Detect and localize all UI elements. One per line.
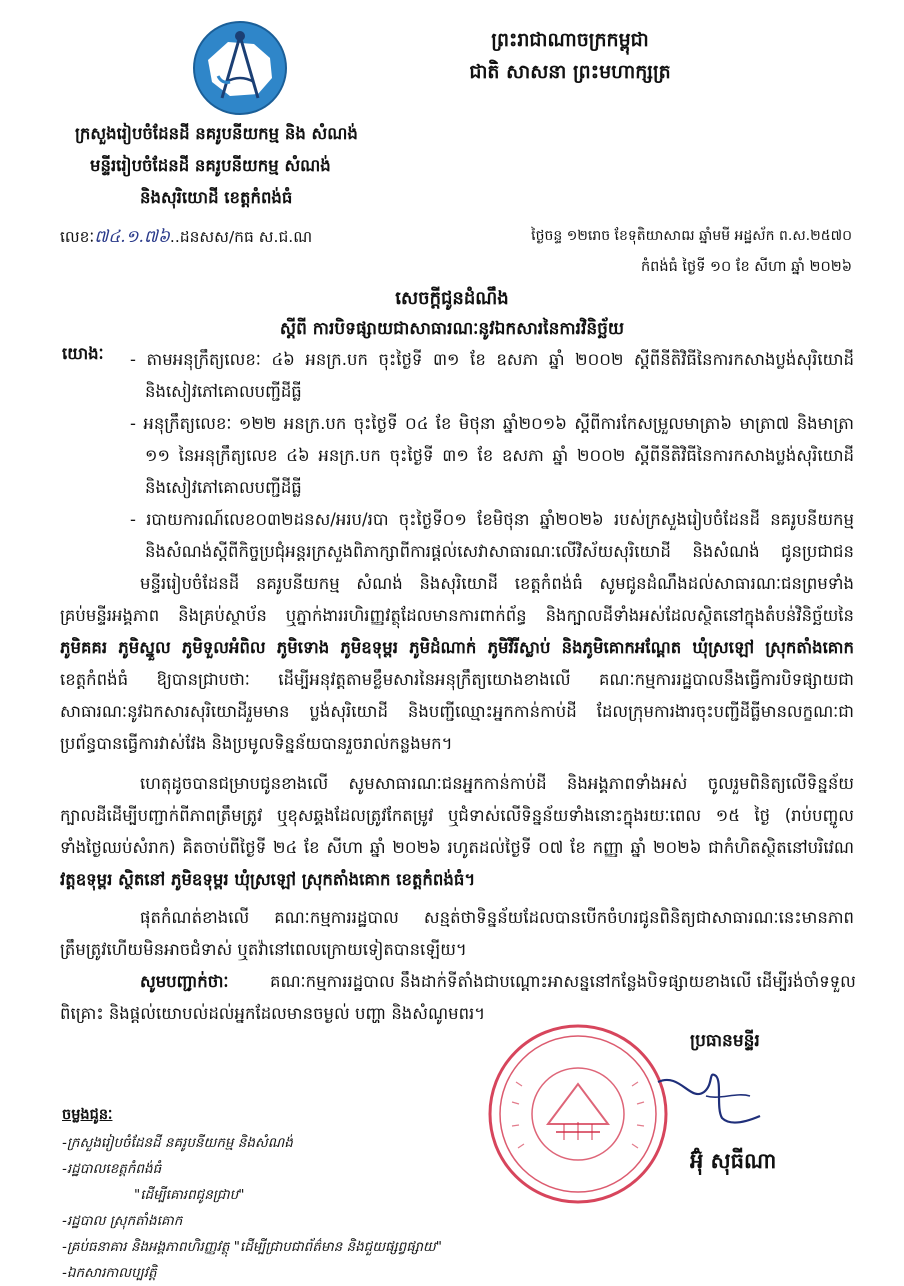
reference-item-2-line2: ១១ នៃអនុក្រឹត្យលេខ ៤៦ អនក្រ.បក ចុះថ្ងៃទី ៣១ ខែ ឧសភា ឆ្នាំ ២០០២ ស្តីពីនីតិវិធីនៃការកសាងប្លង់សុរិយោដី (145, 446, 854, 465)
reference-item-1-line1: - តាមអនុក្រឹត្យលេខៈ ៤៦ អនក្រ.បក ចុះថ្ងៃទី ៣១ ខែ ឧសភា ឆ្នាំ ២០០២ ស្តីពីនីតិវិធីនៃការកសាងប្លង់សុរិយោដី (130, 350, 854, 369)
reference-item-2-cont (145, 440, 854, 504)
reference-prefix: លេខៈ (60, 228, 95, 246)
p3-line2: ត្រឹមត្រូវហើយមិនអាចជំទាស់ ឬតវ៉ានៅពេលក្រោយទៀតបានឡើយ។ (60, 940, 467, 959)
p4-line2: ពិគ្រោះ និងផ្តល់យោបល់ដល់អ្នកដែលមានចម្ងល់ បញ្ហា និងសំណូមពរ។ (60, 1004, 486, 1023)
reference-item-2 (130, 408, 854, 440)
ministry-logo (192, 20, 288, 116)
p2-line4: វត្តឧទុម្ពរ ស្ថិតនៅ ភូមិឧទុម្ពរ ឃុំស្រឡៅ ស្រុកតាំងគោក ខេត្តកំពង់ធំ។ (60, 870, 476, 889)
reference-number (60, 226, 312, 251)
department-name-line1: មន្ទីររៀបចំដែនដី នគរូបនីយកម្ម សំណង់ (90, 156, 331, 175)
official-stamp (486, 1022, 670, 1206)
body-paragraph-3 (60, 902, 854, 966)
p2-line3: ទាំងថ្ងៃឈប់សំរាក) គិតចាប់ពីថ្ងៃទី ២៤ ខែ សីហា ឆ្នាំ ២០២៦ រហូតដល់ថ្ងៃទី ០៧ ខែ កញ្ញា ឆ្នាំ ២០២៦ ជាកំហិតស្ថិតនៅបរិវេណ (60, 838, 854, 857)
distribution-item: -ក្រសួងរៀបចំដែនដី នគរូបនីយកម្ម និងសំណង់ (62, 1135, 293, 1151)
p1-line1: មន្ទីររៀបចំដែនដី នគរូបនីយកម្ម សំណង់ និងសុរិយោដី ខេត្តកំពង់ធំ សូមជូនដំណឹងដល់សាធារណៈជនព្រមទាំង (140, 574, 854, 593)
signatory-name: អ៊ុំ សុធីណា (690, 1149, 777, 1173)
distribution-item: "ដើម្បីគោរពជូនជ្រាប" (134, 1187, 245, 1203)
kingdom-title: ព្រះរាជាណាចក្រកម្ពុជា (491, 29, 649, 51)
p2-line1: ហេតុដូចបានជម្រាបជូនខាងលើ សូមសាធារណៈជនអ្នកកាន់កាប់ដី និងអង្គភាពទាំងអស់ ចូលរួមពិនិត្យលើទិន្នន័យ (140, 774, 854, 793)
p1-line3-villages: ភូមិគគរ ភូមិស្នួល ភូមិទួលអំពិល ភូមិទោង ភូមិឧទុម្ពរ ភូមិដំណាក់ ភូមិវិរីស្លាប់ និងភូមិគោកអណ្តែត ឃុំស្រឡៅ ស្រុកតាំងគោក (60, 638, 854, 657)
p4-label: សូមបញ្ជាក់ថាៈ (140, 972, 229, 991)
handwritten-signature (650, 1062, 780, 1132)
p1-line2: គ្រប់មន្ទីរអង្គភាព និងគ្រប់ស្ថាប័ន ឬភ្នាក់ងាររហិរញ្ញវត្ថុដែលមានការពាក់ព័ន្ធ និងក្បាលដីទាំងអស់ដែលស្ថិតនៅក្នុងតំបន់វិនិច្ឆ័យនៃ (60, 606, 854, 625)
notice-subject: ស្តីពី ការបិទផ្សាយជាសាធារណៈនូវឯកសារនៃការវិនិច្ឆ័យ (279, 319, 625, 339)
reference-item-1-line2: និងសៀវភៅគោលបញ្ជីដីធ្លី (145, 382, 302, 401)
body-paragraph-2 (60, 768, 854, 896)
reference-item-3 (130, 504, 854, 536)
national-motto: ជាតិ សាសនា ព្រះមហាក្សត្រ (469, 61, 671, 83)
p1-line6: ប្រព័ន្ធបានធ្វើការវាស់វែង និងប្រមូលទិន្នន័យបានរួចរាល់កន្លងមក។ (60, 734, 453, 753)
lunar-date: ថ្ងៃចន្ទ ១២រោច ខែទុតិយាសាឍ ឆ្នាំមមី អដ្ឋស័ក ព.ស.២៥៧០ (531, 228, 852, 244)
reference-item-1 (130, 344, 854, 376)
solar-date: កំពង់ធំ ថ្ងៃទី ១០ ខែ សីហា ឆ្នាំ ២០២៦ (640, 259, 852, 275)
p2-line2: ក្បាលដីដើម្បីបញ្ជាក់ពីភាពត្រឹមត្រូវ ឬខុសឆ្គងដែលត្រូវកែតម្រូវ ឬជំទាស់លើទិន្នន័យទាំងនោះក្នុងរយៈពេល ១៥ ថ្ងៃ (រាប់បញ្ចូល (60, 806, 854, 825)
distribution-item: -ឯកសារកាលប្បវត្តិ (62, 1265, 157, 1281)
reference-item-2-line1: - អនុក្រឹត្យលេខៈ ១២២ អនក្រ.បក ចុះថ្ងៃទី ០៤ ខែ មិថុនា ឆ្នាំ២០១៦ ស្តីពីការកែសម្រួលមាត្រា៦ មាត្រា៧ និងមាត្រា (130, 414, 854, 433)
notice-title: សេចក្តីជូនដំណឹង (395, 288, 509, 309)
reference-item-3-cont (145, 536, 854, 568)
reference-number-handwritten: ៧៤.១.៧៦ (94, 227, 170, 247)
reference-item-3-line2: និងសំណង់ស្តីពីកិច្ចប្រជុំអន្តរក្រសួងពិភាក្សាពីការផ្តល់សេវាសាធារណៈលើវិស័យសុរិយោដី និងសំណង់ ជូនប្រជាជន (145, 542, 854, 561)
distribution-label: ចម្លងជូនៈ (62, 1107, 113, 1123)
reference-item-2-line3: និងសៀវភៅគោលបញ្ជីដីធ្លី (145, 478, 302, 497)
p1-line5: សាធារណៈនូវឯកសារសុរិយោដីរួមមាន ប្លង់សុរិយោដី និងបញ្ជីឈ្មោះអ្នកកាន់កាប់ដី ដែលក្រុមការងារចុះបញ្ជីដីធ្លីមានលក្ខណៈជា (60, 702, 854, 721)
signatory-title: ប្រធានមន្ទីរ (690, 1031, 760, 1051)
references-label: យោងៈ (62, 344, 104, 363)
p3-line1: ផុតកំណត់ខាងលើ គណៈកម្មការរដ្ឋបាល សន្មត់ថាទិន្នន័យដែលបានបើកចំហរជូនពិនិត្យជាសាធារណៈនេះមានភាព (140, 908, 854, 927)
reference-suffix: ..ដនសស/កធ ស.ជ.ណ (169, 228, 313, 246)
reference-item-1-cont (145, 376, 854, 408)
distribution-item: -រដ្ឋបាលខេត្តកំពង់ធំ (62, 1161, 162, 1177)
department-name-line2: និងសុរិយោដី ខេត្តកំពង់ធំ (140, 188, 293, 207)
distribution-list (62, 1130, 442, 1286)
body-paragraph-4 (60, 966, 854, 1030)
p4-line1: គណៈកម្មការរដ្ឋបាល នឹងដាក់ទីតាំងជាបណ្តោះអាសន្ននៅកន្លែងបិទផ្សាយខាងលើ ដើម្បីរង់ចាំទទួល (270, 972, 856, 991)
ministry-name: ក្រសួងរៀបចំដែនដី នគរូបនីយកម្ម និង សំណង់ (75, 124, 358, 143)
distribution-item: -រដ្ឋបាល ស្រុកតាំងគោក (62, 1213, 183, 1229)
p1-line4: ខេត្តកំពង់ធំ ឱ្យបានជ្រាបថាៈ ដើម្បីអនុវត្តតាមខ្លឹមសារនៃអនុក្រឹត្យយោងខាងលើ គណៈកម្មការរដ្ឋបាលនឹងធ្វើការបិទផ្សាយជា (60, 670, 854, 689)
body-paragraph-1 (60, 568, 854, 760)
reference-item-3-line1: - របាយការណ៍លេខ០៣២ដនស/អរប/របា ចុះថ្ងៃទី០១ ខែមិថុនា ឆ្នាំ២០២៦ របស់ក្រសួងរៀបចំដែនដី នគរូបនីយកម្ម (130, 510, 854, 529)
distribution-item: -គ្រប់ធនាគារ និងអង្គភាពហិរញ្ញវត្ថុ "ដើម្បីជ្រាបជាព័ត៌មាន និងជួយផ្សព្វផ្សាយ" (62, 1239, 442, 1255)
